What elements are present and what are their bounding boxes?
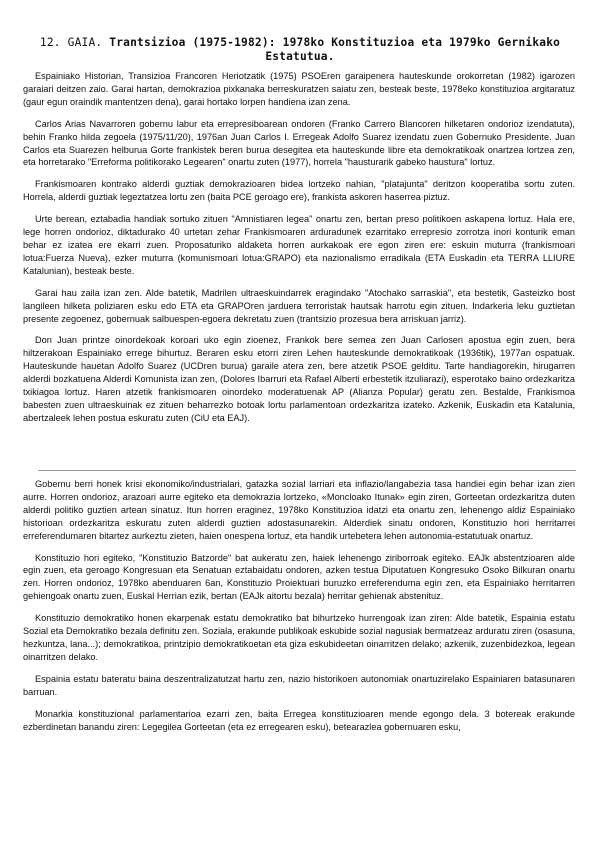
paragraph: Espainia estatu bateratu baina deszentralizatutzat hartu zen, nazio historikoen autonomiak onartuzirelako Espainiaren batasunaren barruan. xyxy=(23,673,575,697)
paragraph: Carlos Arias Navarroren gobernu labur eta errepresiboarean ondoren (Franko Carrero Blancoren hilketaren ondorioz izendatuta), behin Franko hilda zegoela (1975/11/20), 1976an Juan Carlos I. Erregeak Adolfo Suarez izendatu zuen Gobernuko Presidente. Juan Carlos eta Suarezen helburua Gorte frankistek beren burua desegitea eta hauteskunde libre eta demokratikoak onartzea lortzea zen, eta horretarako "Erreforma politikorako Legearen" onartu zuten (1977), horrela "hausturarik gabeko haustura" lortuz. xyxy=(23,118,575,168)
paragraph: Konstituzio demokratiko honen ekarpenak estatu demokratiko bat bihurtzeko hurrengoak izan ziren: Alde batetik, Espainia estatu Sozial eta Demokratiko bezala definitu zen. Soziala, erakunde publikoak eskubide sozial nagusiak bermatzeaz arduratu ziren (osasuna, hezkuntza, lana...); demokratikoa, printzipio demokratikoetan eta giza eskubideetan oinarritzen delako; azkenik, zuzenbidezkoa, legean oinarritzen delako. xyxy=(23,613,575,662)
section-divider xyxy=(38,470,576,471)
paragraph: Garai hau zaila izan zen. Alde batetik, Madrilen ultraeskuindarrek eragindako "Atochako sarraskia", eta bestetik, Gasteizko bost langileen hilketa poliziaren esku edo ETA eta GRAPOren jarduera terroristak hautsak harrotu egin zituen. Indarkeria leku guztietan presente zegoenez, gobernuak salbuespen-egoera dekretatu zuen (trantsizio prozesua bera arriskuan jarriz). xyxy=(23,287,575,324)
body-section-top xyxy=(23,70,575,434)
paragraph: Gobernu berri honek krisi ekonomiko/industrialari, gatazka sozial larriari eta inflazio/langabezia tasa handiei egin behar izan zien aurre. Horren ondorioz, arazoari aurre egiteko eta demokrazia lortzeko, «Moncloako Itunak» egin ziren, Gorteetan ordezkaritza duten alderdi politiko guztien artean sinatuz. Itun horren eraginez, 1978ko Konstituzioa idatzi eta onartu zen, lehenengo aldiz Espainiako historioan ordezkaritza eskuratu zuten alderdi guztien adostasunarekin. Alderdiek sinatu ondoren, Konstituzio hori herritarrei erreferendumaren bitartez aurkeztu zieten, haien onespena lortuz, eta handik urtebetera lehen autonomia-estatutuak onartuz. xyxy=(23,479,575,541)
paragraph: Frankismoaren kontrako alderdi guztiak demokrazioaren bidea lortzeko nahian, "platajunta" deritzon kooperatiba sortu zuten. Horrela, alderdi guztiak legeztatzea lortu zen (baita PCE geroago ere), frankista askoren haserrea piztuz. xyxy=(23,179,575,203)
title-prefix: 12. GAIA. xyxy=(39,36,103,49)
body-section-bottom xyxy=(23,478,575,742)
paragraph: Espainiako Historian, Transizioa Francoren Heriotzatik (1975) PSOEren garaipenera hauteskunde orokorretan (1982) igarozen garaiari deitzen zaio. Garai hartan, demokrazioa pixkanaka berreskuratzen saiatu zen, besteak beste, 1978eko konstituzioa argitaratuz (gaur egun oraindik mantentzen dena), garai hortako lorpen handiena izan zena. xyxy=(23,71,575,107)
paragraph: Don Juan printze oinordekoak koroari uko egin zioenez, Frankok bere semea zen Juan Carlosen apostua egin zuen, bera hiltzerakoan Espainiako errege bihurtuz. Beraren esku etorri ziren Lehen hauteskunde demokratikoak (1936tik), 1977an ospatuak. Hauteskunde hauetan Adolfo Suarez (UCDren burua) garaile atera zen, bere atzetik PSOE gelditu. Tarte handiagorekin, hirugarren alderdi bozkatuena Alderdi Komunista izan zen, (Dolores Ibarruri eta Rafael Alberti erbestetik itzuliarazi), esperotako baino ordezkaritza txikiagoa lortuz. Haren atzetik frankismoaren oinordeko moderatuenak AP (Alianza Popular) geratu zen. Bestalde, Frankismoa babesten zuen ultraeskuinak ez zituen beharrezko botoak lortu parlamentoan ordezkaritza izateko. Azkenik, Euskadin eta Katalunia, abertzaleek lehen postua eskuratu zuten (CiU eta EAJ). xyxy=(23,335,575,423)
paragraph: Urte berean, eztabadia handiak sortuko zituen "Amnistiaren legea" onartu zen, bertan preso politikoen askapena lortuz. Hala ere, lege horren ondorioz, diktadurako 40 urtetan zehar Frankismoaren arduradunek ezarritako errepresio zorrotza inori konturik eman behar ez izatea ere ekarri zuen. Proposaturiko aldaketa horren aurkakoak ere egon ziren ere: eskuin muturra (frankismoari lotua:Fuerza Nueva), ezker muturra (komunismoari lotua:GRAPO) eta nazionalismo erradikala (ETA Euskadin eta TERRA LLIURE Katalunian), besteak beste. xyxy=(23,214,575,276)
title-heading: Trantsizioa (1975-1982): 1978ko Konstituzioa eta 1979ko Gernikako Estatutua. xyxy=(109,36,561,63)
page-title xyxy=(24,36,576,64)
paragraph: Monarkia konstituzional parlamentarioa ezarri zen, baita Erregea konstituzioaren mende egongo dela. 3 botereak erakunde ezberdinetan banandu ziren: Legegilea Gorteetan (eta ez erregearen esku), betearazlea gobernuaren esku, xyxy=(23,708,575,732)
paragraph: Konstituzio hori egiteko, "Konstituzio Batzorde" bat aukeratu zen, haiek lehenengo ziriborroak egiteko. EAJk abstentzioaren alde egin zuen, eta geroago Kongresuan eta Senatuan eztabaidatu ondoren, azken testua Diputatuen Kongresuko Osoko Bilkuran onartu zen. Horren ondorioz, 1978ko abenduaren 6an, Konstituzio Proiektuari buruzko erreferenduma egin zen, eta Espainiako herritarren gehiengoak onartu zuen, Euskal Herrian ezik, bertan (EAJk aitortu bezala) herritar gehienak abstenituz. xyxy=(23,552,575,602)
